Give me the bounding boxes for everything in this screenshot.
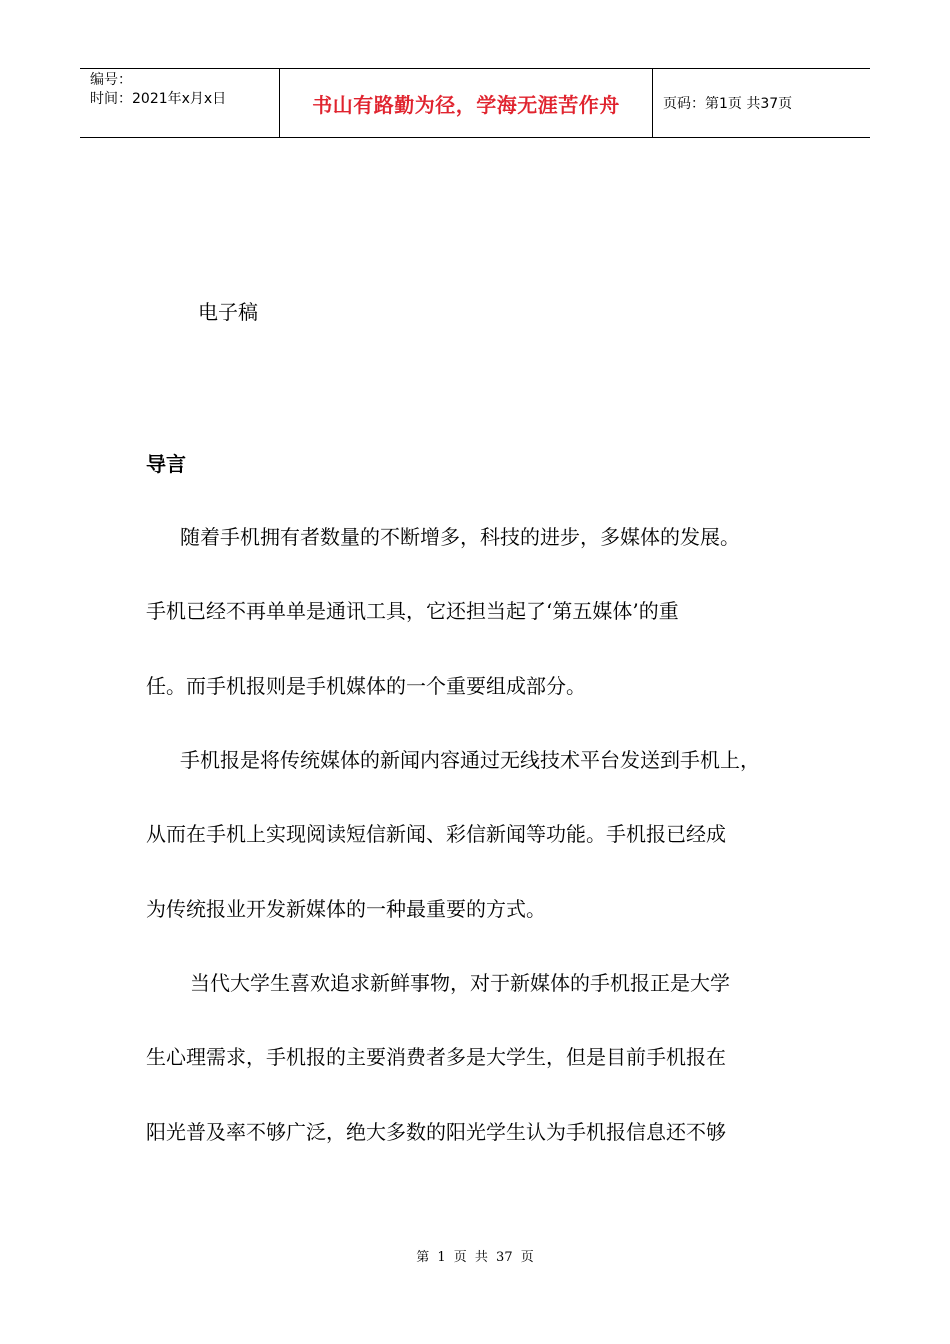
- body-line: 生心理需求，手机报的主要消费者多是大学生，但是目前手机报在: [146, 1045, 726, 1069]
- header-motto: 书山有路勤为径，学海无涯苦作舟: [280, 69, 653, 137]
- body-line: 任。而手机报则是手机媒体的一个重要组成部分。: [146, 674, 586, 698]
- body-line: 为传统报业开发新媒体的一种最重要的方式。: [146, 897, 546, 921]
- body-line: 阳光普及率不够广泛，绝大多数的阳光学生认为手机报信息还不够: [146, 1120, 726, 1144]
- page-footer: 第 1 页 共 37 页: [416, 1250, 534, 1265]
- document-header: [80, 68, 870, 138]
- section-heading: 导言: [146, 452, 186, 476]
- header-meta-cell: [80, 69, 280, 137]
- document-number-label: 编号：: [90, 72, 132, 88]
- document-date-label: 时间：2021年x月x日: [90, 91, 227, 107]
- body-line: 随着手机拥有者数量的不断增多，科技的进步，多媒体的发展。: [180, 525, 740, 549]
- body-line: 手机报是将传统媒体的新闻内容通过无线技术平台发送到手机上，: [180, 748, 760, 772]
- document-type-label: 电子稿: [198, 300, 258, 324]
- header-page-info: 页码：第1页 共37页: [663, 96, 793, 112]
- body-line: 从而在手机上实现阅读短信新闻、彩信新闻等功能。手机报已经成: [146, 822, 726, 846]
- body-line: 当代大学生喜欢追求新鲜事物，对于新媒体的手机报正是大学: [190, 971, 730, 995]
- body-line: 手机已经不再单单是通讯工具，它还担当起了‘第五媒体’的重: [146, 599, 679, 623]
